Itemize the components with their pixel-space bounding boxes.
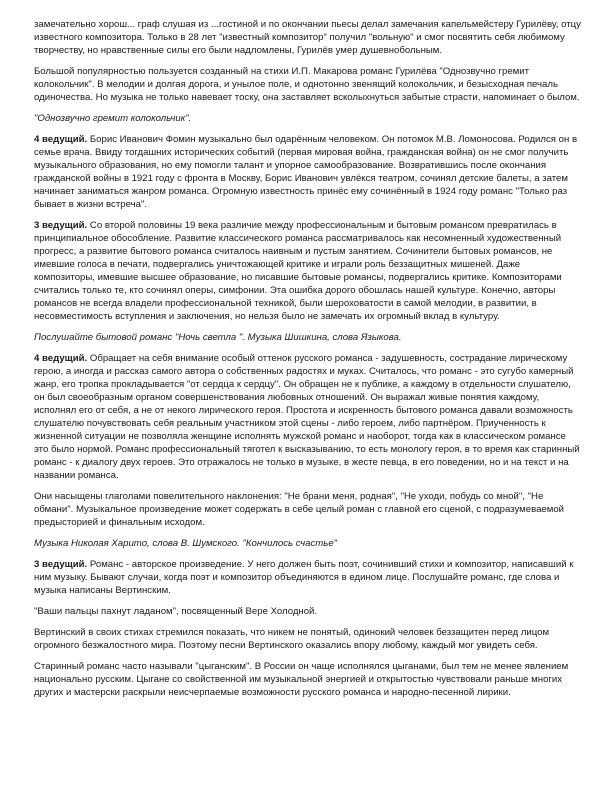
- speaker-label: 3 ведущий.: [34, 220, 88, 231]
- paragraph-kolokolchik-intro: Большой популярностью пользуется созданный на стихи И.П. Макарова романс Гурилёва "Однозвучно гремит колокольчик". В мелодии и долгая дорога, и унылое поле, и однотонно звенящий колокольчик, и безысходная печаль одиночества. Но музыка не только навевает тоску, она заставляет всколыхнуться забытые страсти, напоминает о былом.: [34, 66, 580, 103]
- paragraph-gypsy-romance: Старинный романс часто называли "цыганским". В России он чаще исполнялся цыганами, был тем не менее явлением национально русским. Цыгане со свойственной им музыкальной энергией и открытостью чувствовали раньше многих других и мастерски раскрыли неисчерпаемые возможности русского романса и народно-песенной лирики.: [34, 661, 569, 698]
- paragraph-authorship: 3 ведущий. Романс - авторское произведение. У него должен быть поэт, сочинивший стихи и композитор, написавший к ним музыку. Бывают случаи, когда поэт и композитор объединяются в едином лице. Послушайте романс, где слова и музыка написаны Вертинским.: [34, 559, 574, 596]
- paragraph-gurilev-biography: замечательно хорош... граф слушая из ...гостиной и по окончании пьесы делал замечания капельмейстеру Гурилёву, отцу известного композитора. Только в 28 лет "известный композитор" получил "вольную" и смог посвятить себя любимому творчеству, но нравственные силы его были надломлены, Гурилёв умер душевнобольным.: [34, 19, 581, 56]
- paragraph-vertinsky: Вертинский в своих стихах стремился показать, что никем не понятый, одинокий человек беззащитен перед лицом огромного безжалостного мира. Поэтому песни Вертинского оказались впору любому, каждый мог увидеть себя.: [34, 627, 550, 651]
- paragraph-imperatives: Они насыщены глаголами повелительного наклонения: "Не брани меня, родная", "Не уходи, побудь со мной", "Не обмани". Музыкальное произведение может содержать в себе целый роман с главной его сценой, с подразумеваемой предысторией и финальным исходом.: [34, 491, 565, 528]
- speaker-label: 4 ведущий.: [34, 353, 88, 364]
- paragraph-everyday-romance: 3 ведущий. Со второй половины 19 века различие между профессиональным и бытовым романсом превратилась в принципиальное обособление. Развитие классического романса рассматривалось как несомненный художественный прогресс, а развитие бытового романса считалось наивным и пустым занятием. Сочинители бытовых романсов, не имевшие голоса в печати, подвергались уничтожающей критике и играли роль беззащитных мишеней. Даже композиторы, имевшие высшее образование, но писавшие бытовые романсы, подвергались критике. Композиторами считались только те, кто сочинял оперы, симфонии. Эта ошибка дорого обошлась нашей культуре. Конечно, авторы романсов не всегда владели профессиональной техникой, были шероховатости в самой мелодии, в развитии, в несовместимость вступления и заключения, но нельзя было не замечать их огромный вклад в культуру.: [34, 220, 562, 322]
- speaker-label: 3 ведущий.: [34, 559, 88, 570]
- song-caption-kolokolchik: "Однозвучно гремит колокольчик".: [34, 113, 192, 124]
- paragraph-fomin: 4 ведущий. Борис Иванович Фомин музыкально был одарённым человеком. Он потомок М.В. Ломоносова. Родился он в семье врача. Ввиду тогдашних исторических событий (первая мировая война, гражданская война) он не смог получить музыкального образования, но ему помогли талант и упорное самообразование. Возвратившись после окончания гражданской войны в 1921 году с фронта в Москву, Борис Иванович увлёкся театром, сочинял детские балеты, а затем начинает заниматься жанром романса. Огромную известность принёс ему сочинённый в 1924 году романс "Только раз бывает в жизни встреча".: [34, 134, 578, 210]
- paragraph-romance-character: 4 ведущий. Обращает на себя внимание особый оттенок русского романса - задушевность, сострадание лирическому герою, а иногда и рассказ самого автора о собственных радостях и муках. Считалось, что романс - это сугубо камерный жанр, его тропка прокладывается "от сердца к сердцу". Он обращен не к публике, а каждому в отдельности слушателю, он был своеобразным органом совершенствования любовных отношений. Он выражал живые понятия каждому, исполнял его от себя, а не от некого лирического героя. Простота и искренность бытового романса давали возможность слушателю почувствовать себя реальным участником этой сцены - либо героем, либо партнёром. Приученность к жизненной ситуации не позволяла женщине исполнять мужской романс и наоборот, тогда как в классическом романсе это было нормой. Романс профессиональный тяготел к высказыванию, то есть монологу героя, в то время как старинный романс - к диалогу двух героев. Это отражалось не только в музыке, в жесте певца, в его поведении, но и на текст и на названии романса.: [34, 353, 580, 481]
- song-caption-ladan: "Ваши пальцы пахнут ладаном", посвященный Вере Холодной.: [34, 606, 318, 617]
- document-page: [34, 18, 582, 707]
- song-caption-noch-svetla: Послушайте бытовой романс "Ночь светла ". Музыка Шишкина, слова Языкова.: [34, 332, 402, 343]
- speaker-label: 4 ведущий.: [34, 134, 88, 145]
- song-caption-konchilos-schastye: Музыка Николая Харито, слова В. Шумского. "Кончилось счастье": [34, 538, 338, 549]
